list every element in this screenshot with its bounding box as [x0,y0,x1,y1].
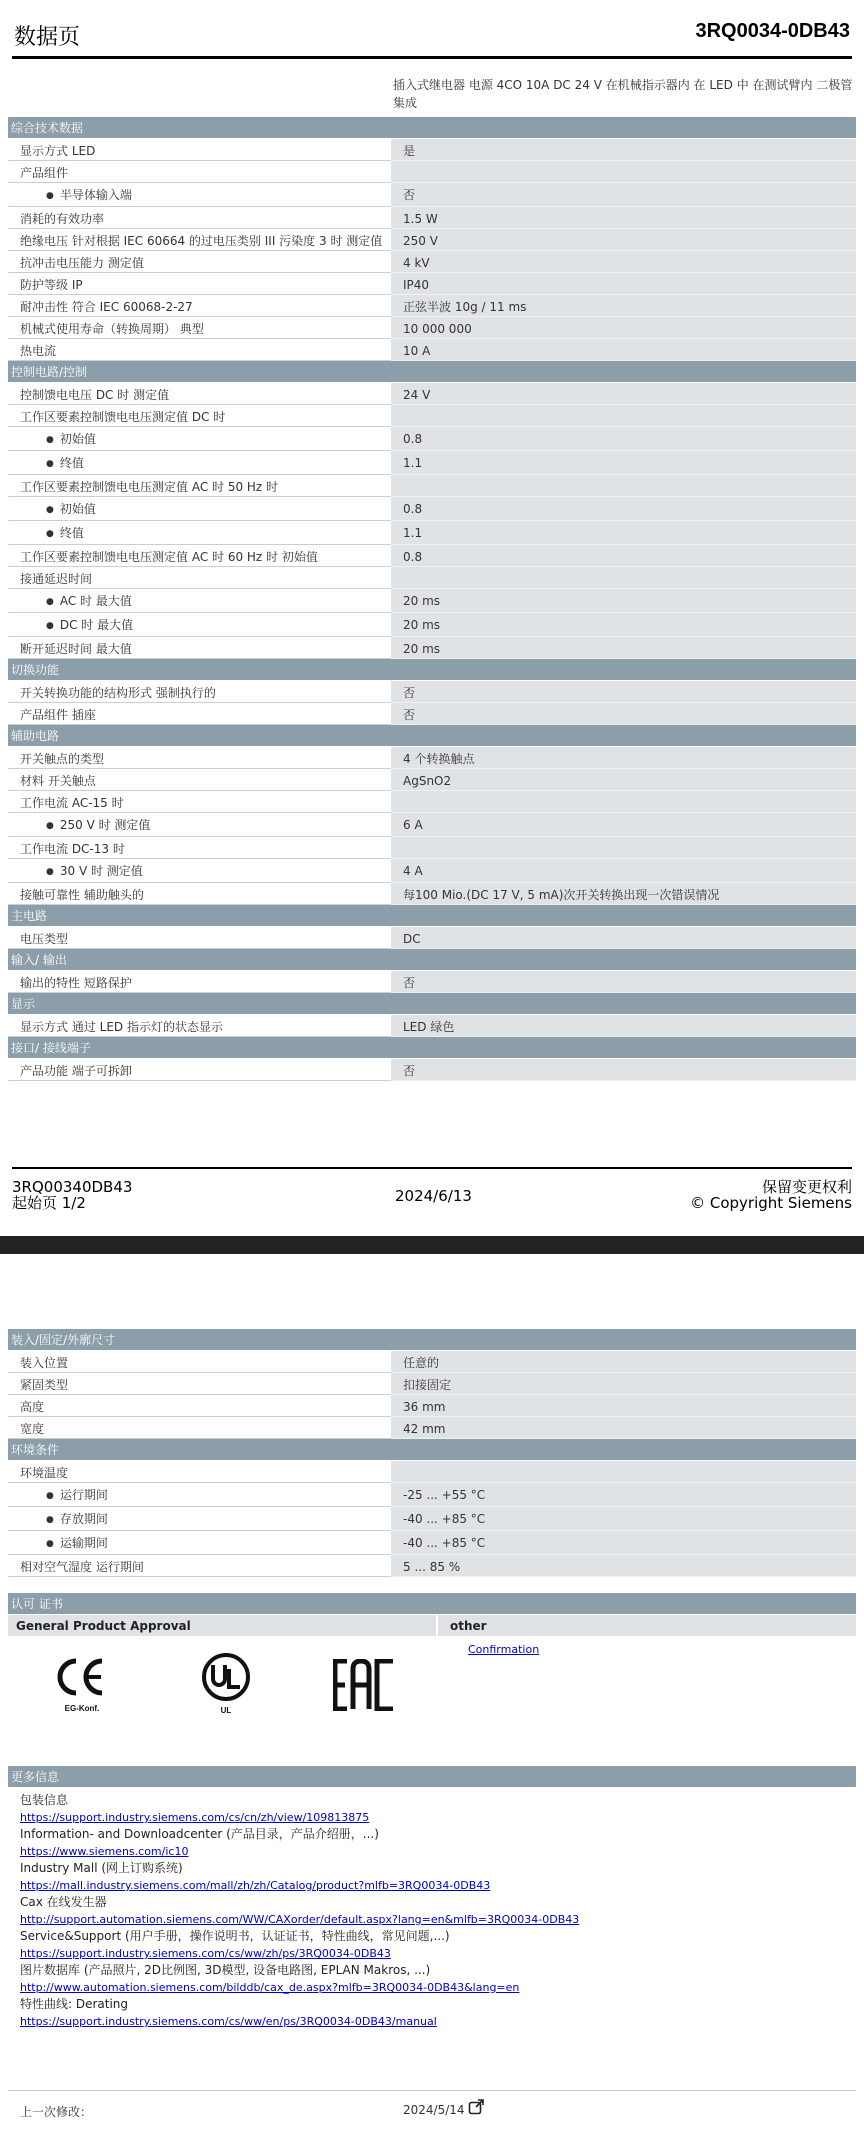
spec-row [8,427,856,451]
spec-label: 接通延迟时间 [8,567,391,589]
spec-value [391,567,856,589]
spec-label: 防护等级 IP [8,273,391,295]
info-link[interactable]: http://support.automation.siemens.com/WW/CAXorder/default.aspx?lang=en&mlfb=3RQ0034-0DB43 [20,1913,580,1926]
spec-row [8,317,856,339]
spec-value: 正弦半波 10g / 11 ms [391,295,856,317]
section-header: 认可 证书 [8,1593,856,1615]
spec-value: 1.1 [391,521,856,545]
spec-label: ● 终值 [8,521,391,545]
spec-value [391,791,856,813]
page-title: 数据页 [14,25,81,50]
section-header: 输入/ 输出 [8,949,856,971]
product-description: 插入式继电器 电源 4CO 10A DC 24 V 在机械指示器内 在 LED 中 在测试臂内 二极管集成 [393,78,853,110]
spec-label: 显示方式 LED [8,139,391,161]
spec-value: 每100 Mio.(DC 17 V, 5 mA)次开关转换出现一次错误情况 [391,883,856,905]
spec-row [8,273,856,295]
spec-label: 热电流 [8,339,391,361]
spec-row [8,813,856,837]
spec-row [8,1555,856,1577]
spec-row [8,927,856,949]
header-divider [12,56,852,59]
confirmation-link[interactable]: Confirmation [468,1643,540,1656]
spec-row [8,1395,856,1417]
approvals-header [8,1615,856,1637]
product-number: 3RQ0034-0DB43 [695,20,850,42]
spec-value: 否 [391,1059,856,1081]
spec-row [8,229,856,251]
spec-label: 耐冲击性 符合 IEC 60068-2-27 [8,295,391,317]
spec-label: 工作区要素控制馈电电压测定值 AC 时 60 Hz 时 初始值 [8,545,391,567]
footer-copyright: © Copyright Siemens [690,1194,852,1212]
spec-label: 高度 [8,1395,391,1417]
spec-row [8,589,856,613]
info-label: Service&Support (用户手册，操作说明书，认证证书，特性曲线，常见问题,...) [20,1929,450,1943]
spec-value: 20 ms [391,589,856,613]
spec-value [391,837,856,859]
info-link[interactable]: http://www.automation.siemens.com/bilddb/cax_de.aspx?mlfb=3RQ0034-0DB43&lang=en [20,1981,520,1994]
section-header: 更多信息 [8,1766,856,1788]
spec-value: 20 ms [391,613,856,637]
spec-value [391,405,856,427]
spec-row [8,1483,856,1507]
spec-row [8,521,856,545]
spec-label: 工作区要素控制馈电电压测定值 AC 时 50 Hz 时 [8,475,391,497]
spec-label: ● 半导体输入端 [8,183,391,207]
spec-value: DC [391,927,856,949]
footer-date: 2024/6/13 [395,1187,472,1205]
spec-value: 5 ... 85 % [391,1555,856,1577]
tech-data-table [8,117,856,1081]
spec-row [8,339,856,361]
spec-value: -40 ... +85 °C [391,1507,856,1531]
spec-row [8,1417,856,1439]
spec-row [8,567,856,589]
tech-data-table-2 [8,1329,856,1577]
spec-label: 工作电流 AC-15 时 [8,791,391,813]
spec-value: AgSnO2 [391,769,856,791]
spec-label: ● 250 V 时 测定值 [8,813,391,837]
spec-row [8,405,856,427]
spec-row [8,971,856,993]
spec-label: ● 运行期间 [8,1483,391,1507]
spec-row [8,295,856,317]
eac-mark-icon [333,1659,397,1711]
spec-value: 否 [391,681,856,703]
spec-label: 控制馈电电压 DC 时 测定值 [8,383,391,405]
more-info-section [8,1766,856,2030]
spec-label: 机械式使用寿命（转换周期） 典型 [8,317,391,339]
spec-value: 1.5 W [391,207,856,229]
spec-row [8,1531,856,1555]
spec-value [391,1461,856,1483]
section-header: 环境条件 [8,1439,856,1461]
info-label: Cax 在线发生器 [20,1895,107,1909]
spec-label: 产品功能 端子可拆卸 [8,1059,391,1081]
spec-label: ● 30 V 时 测定值 [8,859,391,883]
spec-row [8,703,856,725]
spec-value: 0.8 [391,545,856,567]
info-label: 图片数据库 (产品照片, 2D比例图, 3D模型, 设备电路图, EPLAN Makros, ...) [20,1963,431,1977]
spec-value: -25 ... +55 °C [391,1483,856,1507]
spec-row [8,1373,856,1395]
info-link[interactable]: https://support.industry.siemens.com/cs/ww/zh/ps/3RQ0034-0DB43 [20,1947,391,1960]
spec-value: 1.1 [391,451,856,475]
spec-value: 是 [391,139,856,161]
spec-value: 0.8 [391,497,856,521]
section-header: 显示 [8,993,856,1015]
spec-row [8,613,856,637]
ul-mark-label: UL [220,1706,232,1715]
spec-label: ● 初始值 [8,427,391,451]
spec-row [8,747,856,769]
certificates-row [8,1637,856,1737]
info-link[interactable]: https://support.industry.siemens.com/cs/cn/zh/view/109813875 [20,1811,370,1824]
spec-label: 开关转换功能的结构形式 强制执行的 [8,681,391,703]
spec-label: 输出的特性 短路保护 [8,971,391,993]
approvals-section [8,1593,856,1737]
spec-label: ● DC 时 最大值 [8,613,391,637]
page-footer [12,1176,852,1224]
spec-label: 材料 开关触点 [8,769,391,791]
spec-value: 10 A [391,339,856,361]
approvals-col-other: other [436,1615,856,1636]
spec-label: ● 终值 [8,451,391,475]
spec-value: 4 kV [391,251,856,273]
spec-label: 工作电流 DC-13 时 [8,837,391,859]
spec-value: LED 绿色 [391,1015,856,1037]
spec-value: 24 V [391,383,856,405]
spec-row [8,1059,856,1081]
ce-mark-label: EG-Konf. [64,1704,100,1713]
section-header: 辅助电路 [8,725,856,747]
datasheet-page-2 [0,1254,864,2146]
spec-row [8,637,856,659]
spec-value: 4 A [391,859,856,883]
last-modified-label: 上一次修改： [20,2105,93,2119]
page-separator [0,1236,864,1254]
ce-mark-icon [52,1655,112,1717]
spec-value: 6 A [391,813,856,837]
footer-page-number: 起始页 1/2 [12,1194,86,1212]
spec-value: 0.8 [391,427,856,451]
spec-row [8,183,856,207]
spec-label: ● 存放期间 [8,1507,391,1531]
spec-row [8,383,856,405]
spec-row [8,475,856,497]
spec-label: 宽度 [8,1417,391,1439]
spec-value [391,475,856,497]
spec-value: 否 [391,971,856,993]
spec-value: IP40 [391,273,856,295]
spec-row [8,1461,856,1483]
info-label: Industry Mall (网上订购系统) [20,1861,183,1875]
spec-label: 产品组件 插座 [8,703,391,725]
spec-label: ● 运输期间 [8,1531,391,1555]
spec-label: ● AC 时 最大值 [8,589,391,613]
section-header: 主电路 [8,905,856,927]
more-info-list [8,1788,856,2030]
spec-value: 4 个转换触点 [391,747,856,769]
info-link[interactable]: https://mall.industry.siemens.com/mall/zh/zh/Catalog/product?mlfb=3RQ0034-0DB43 [20,1879,491,1892]
last-modified-date: 2024/5/14 [403,2103,465,2117]
section-header: 切换功能 [8,659,856,681]
spec-row [8,769,856,791]
spec-label: 工作区要素控制馈电电压测定值 DC 时 [8,405,391,427]
spec-label: 产品组件 [8,161,391,183]
spec-label: 紧固类型 [8,1373,391,1395]
spec-value: -40 ... +85 °C [391,1531,856,1555]
spec-row [8,139,856,161]
spec-row [8,883,856,905]
spec-label: 断开延迟时间 最大值 [8,637,391,659]
spec-label: 绝缘电压 针对根据 IEC 60664 的过电压类别 III 污染度 3 时 测定值 [8,229,391,251]
spec-label: 开关触点的类型 [8,747,391,769]
ul-mark-icon [196,1651,256,1717]
section-header: 装入/固定/外廓尺寸 [8,1329,856,1351]
spec-value: 36 mm [391,1395,856,1417]
spec-label: 消耗的有效功率 [8,207,391,229]
spec-value: 10 000 000 [391,317,856,339]
spec-value: 任意的 [391,1351,856,1373]
spec-row [8,791,856,813]
spec-label: 电压类型 [8,927,391,949]
spec-row [8,545,856,567]
info-link[interactable]: https://support.industry.siemens.com/cs/ww/en/ps/3RQ0034-0DB43/manual [20,2015,437,2028]
last-modified-row [8,2090,856,2120]
approvals-col-general: General Product Approval [16,1619,191,1633]
info-label: 特性曲线: Derating [20,1997,129,2011]
spec-label: 显示方式 通过 LED 指示灯的状态显示 [8,1015,391,1037]
section-header: 综合技术数据 [8,117,856,139]
spec-label: 环境温度 [8,1461,391,1483]
spec-value: 否 [391,703,856,725]
spec-row [8,251,856,273]
page-header [12,12,852,58]
spec-label: ● 初始值 [8,497,391,521]
info-label: Information- and Downloadcenter (产品目录，产品介绍册，...) [20,1827,379,1841]
external-link-icon[interactable] [468,2099,484,2115]
spec-row [8,1015,856,1037]
info-label: 包装信息 [20,1793,69,1807]
info-link[interactable]: https://www.siemens.com/ic10 [20,1845,189,1858]
spec-row [8,859,856,883]
spec-label: 相对空气湿度 运行期间 [8,1555,391,1577]
spec-value [391,161,856,183]
spec-row [8,451,856,475]
spec-value: 否 [391,183,856,207]
spec-row [8,681,856,703]
spec-label: 抗冲击电压能力 测定值 [8,251,391,273]
spec-label: 装入位置 [8,1351,391,1373]
spec-label: 接触可靠性 辅助触头的 [8,883,391,905]
spec-row [8,161,856,183]
section-header: 接口/ 接线端子 [8,1037,856,1059]
footer-product-code: 3RQ00340DB43 [12,1178,133,1196]
spec-row [8,837,856,859]
spec-row [8,497,856,521]
footer-divider [12,1167,852,1169]
spec-value: 20 ms [391,637,856,659]
footer-rights: 保留变更权利 [761,1178,852,1196]
spec-value: 250 V [391,229,856,251]
spec-row [8,1507,856,1531]
section-header: 控制电路/控制 [8,361,856,383]
spec-row [8,207,856,229]
spec-value: 扣接固定 [391,1373,856,1395]
spec-row [8,1351,856,1373]
spec-value: 42 mm [391,1417,856,1439]
